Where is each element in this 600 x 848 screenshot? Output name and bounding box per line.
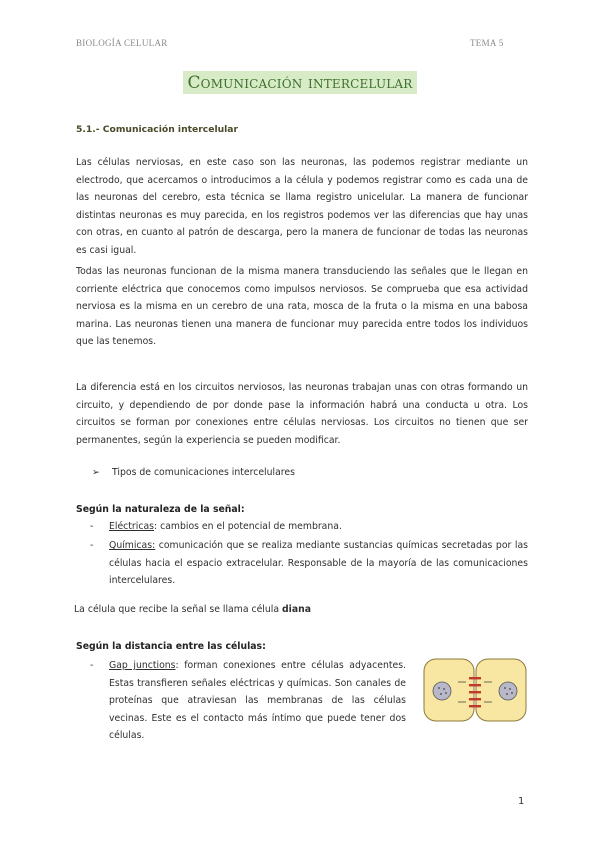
arrow-bullet-icon: ➢: [92, 467, 100, 478]
bullet-text: Tipos de comunicaciones intercelulares: [112, 467, 295, 478]
list-item: [76, 657, 406, 745]
item-text: cambios en el potencial de membrana.: [157, 521, 342, 532]
dash-bullet: -: [90, 540, 94, 551]
right-nucleus: [499, 682, 517, 700]
list-item: [76, 518, 528, 536]
paragraph-2: Todas las neuronas funcionan de la misma manera transduciendo las señales que le llegan en corriente eléctrica que conocemos como impulsos nerviosos. Se comprueba que esa actividad nerviosa es la misma en un cerebro de una rata, mosca de la fruta o la misma en una babosa marina. Las neuronas tienen una manera de funcionar muy parecida entre todos los individuos que las tenemos.: [76, 266, 528, 348]
target-text: La célula que recibe la señal se llama célula: [74, 604, 283, 615]
header-left: BIOLOGÍA CELULAR: [76, 38, 168, 48]
term-electricas: Eléctricas: [109, 521, 154, 532]
term-gap-junctions: Gap junctions: [109, 660, 176, 671]
paragraph-1: Las células nerviosas, en este caso son las neuronas, las podemos registrar mediante un electrodo, que acercamos o introducimos a la célula y podemos registrar como es cada una de las neuronas del cerebro, esta técnica se llama registro unicelular. La manera de funcionar distintas neuronas es muy parecida, en los registros podemos ver las diferencias que hay unas con otras, en cuanto al patrón de descarga, pero la manera de funcionar de todas las neuronas es casi igual.: [76, 157, 528, 256]
term-quimicas: Químicas:: [109, 540, 156, 551]
page-number: 1: [518, 796, 525, 807]
section-heading: 5.1.- Comunicación intercelular: [76, 124, 239, 135]
header-right: TEMA 5: [470, 38, 504, 48]
term-separator: :: [154, 521, 158, 532]
item-text: forman conexiones entre células adyacentes. Estas transfieren señales eléctricas y químicas. Son canales de proteínas que atraviesan las membranas de las células vecinas. Este es el contacto más íntimo que puede tener dos células.: [109, 660, 406, 742]
target-cell-sentence: [74, 604, 311, 615]
left-nucleus: [433, 682, 451, 700]
item-text: comunicación que se realiza mediante sustancias químicas secretadas por las células hacia el espacio extracelular. Responsable de la mayoría de las comunicaciones intercelulares.: [109, 540, 528, 587]
page-title: Comunicación intercelular: [183, 71, 416, 94]
dash-bullet: -: [90, 660, 94, 671]
dash-bullet: -: [90, 521, 94, 532]
gap-junction-diagram: [420, 657, 530, 723]
distance-heading: Según la distancia entre las células:: [76, 641, 266, 652]
title-block: [0, 71, 600, 94]
nature-heading: Según la naturaleza de la señal:: [76, 504, 245, 515]
term-separator: :: [175, 660, 179, 671]
paragraph-3: La diferencia está en los circuitos nerviosos, las neuronas trabajan unas con otras formando un circuito, y dependiendo de por donde pase la información habrá una conducta u otra. Los circuitos se forman por conexiones entre células nerviosas. Los circuitos no tienen que ser permanentes, según la experiencia se pueden modificar.: [76, 382, 528, 446]
bullet-item: [92, 467, 295, 478]
target-bold: diana: [282, 604, 312, 615]
list-item: [76, 537, 528, 590]
